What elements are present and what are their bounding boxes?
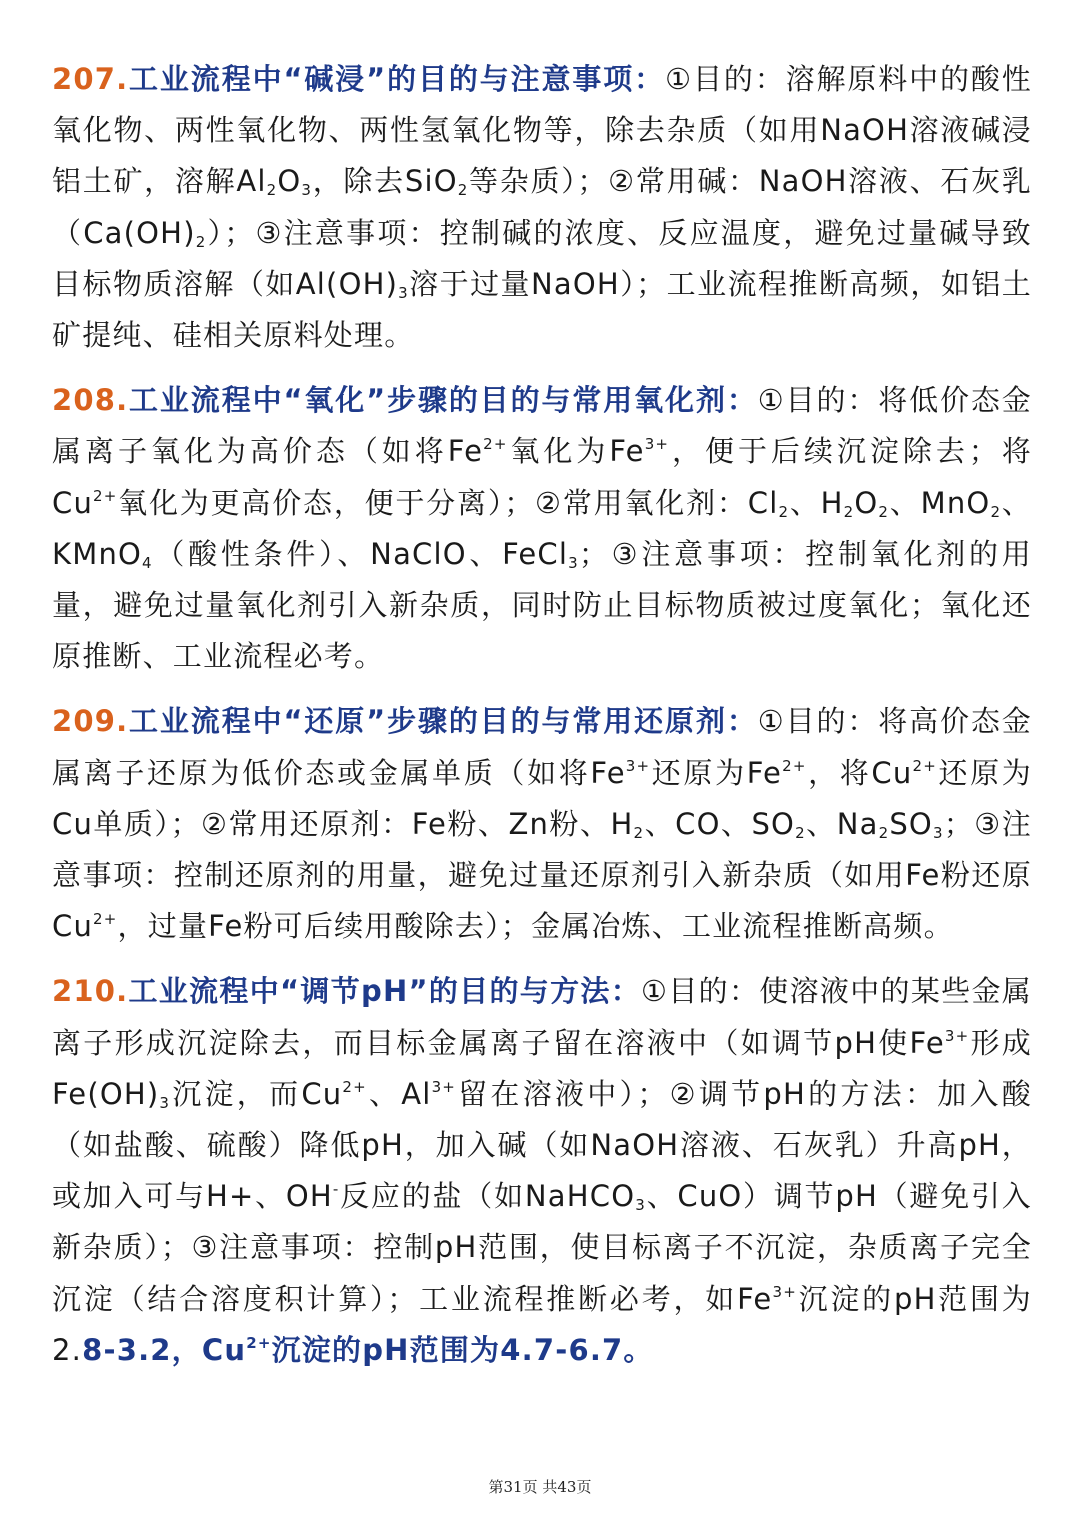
text-segment: 等杂质）；②常用碱：NaOH溶液、石灰乳（Ca(OH) — [52, 164, 1032, 250]
subscript: 2 — [878, 823, 890, 842]
entry-title: 工业流程中“调节pH”的目的与方法： — [128, 974, 642, 1009]
text-segment: ，除去SiO — [312, 164, 458, 199]
entry-210 — [52, 966, 1032, 1376]
superscript: - — [332, 1180, 340, 1199]
subscript: 3 — [932, 823, 944, 842]
entry-209 — [52, 696, 1032, 952]
text-segment: ①目的：将低价态金属离子氧化为高价态（如将Fe — [52, 383, 1032, 469]
page-footer: 第31页 共43页 — [488, 1478, 592, 1496]
entry-body — [52, 974, 1032, 1366]
entry-title: 工业流程中“碱浸”的目的与注意事项： — [128, 62, 666, 96]
text-segment: 、Al — [366, 1076, 432, 1111]
superscript: 2+ — [342, 1077, 367, 1096]
subscript: 3 — [568, 553, 579, 572]
superscript: 2+ — [782, 756, 807, 775]
superscript: 3+ — [772, 1282, 797, 1301]
text-segment: 还原为Fe — [650, 755, 783, 790]
text-segment: ①目的：使溶液中的某些金属离子形成沉淀除去，而目标金属离子留在溶液中（如调节pH使Fe — [52, 974, 1033, 1060]
superscript: 2+ — [246, 1333, 272, 1352]
entry-207 — [52, 54, 1032, 361]
text-segment: ①目的：溶解原料中的酸性氧化物、两性氧化物、两性氢氧化物等，除去杂质（如用NaOH溶液碱浸铝土矿，溶解Al — [52, 62, 1032, 199]
text-segment: ，将Cu — [806, 755, 913, 790]
entry-body — [52, 704, 1032, 943]
entry-number: 208. — [52, 383, 129, 418]
entry-body — [52, 383, 1032, 673]
superscript: 3+ — [644, 435, 670, 454]
text-segment: 反应的盐（如NaHCO — [339, 1179, 636, 1214]
entry-body — [52, 62, 1032, 352]
text-segment: ，过量Fe粉可后续用酸除去）；金属冶炼、工业流程推断高频。 — [117, 909, 954, 944]
subscript: 2 — [795, 823, 806, 842]
text-segment: 氧化为Fe — [507, 434, 645, 469]
text-segment: SO — [889, 806, 933, 841]
superscript: 3+ — [625, 756, 651, 775]
subscript: 2 — [843, 502, 855, 521]
subscript: 4 — [142, 553, 153, 572]
entry-208 — [52, 375, 1032, 682]
text-segment: 沉淀的pH范围为4.7-6.7。 — [271, 1332, 654, 1367]
subscript: 2 — [878, 502, 890, 521]
entry-title: 工业流程中“还原”步骤的目的与常用还原剂： — [128, 704, 758, 739]
entry-number: 209. — [52, 704, 129, 739]
text-segment: ①目的：将高价态金属离子还原为低价态或金属单质（如将Fe — [52, 704, 1032, 790]
entry-number: 207. — [52, 62, 129, 96]
text-segment: 氧化为更高价态，便于分离）；②常用氧化剂：Cl — [117, 485, 779, 520]
superscript: 2+ — [93, 486, 118, 505]
page-body — [52, 54, 1032, 1390]
text-segment: ）；③注意事项：控制碱的浓度、反应温度，避免过量碱导致目标物质溶解（如Al(OH) — [52, 215, 1033, 301]
subscript: 3 — [301, 181, 313, 200]
subscript: 2 — [778, 502, 790, 521]
subscript: 2 — [990, 502, 1002, 521]
text-segment: 沉淀的pH范围为2. — [52, 1281, 1032, 1367]
subscript: 2 — [266, 181, 278, 200]
subscript: 3 — [398, 283, 409, 302]
subscript: 2 — [457, 181, 469, 200]
superscript: 2+ — [93, 910, 118, 929]
subscript: 3 — [159, 1093, 171, 1112]
text-segment: ，便于后续沉淀除去；将Cu — [52, 434, 1032, 520]
subscript: 2 — [195, 232, 207, 251]
text-segment: O — [277, 164, 302, 199]
text-segment: 还原为Cu单质）；②常用还原剂：Fe粉、Zn粉、H — [52, 755, 1032, 841]
subscript: 2 — [633, 823, 645, 842]
text-segment: O — [854, 485, 879, 520]
text-segment: 留在溶液中）；②调节pH的方法：加入酸（如盐酸、硫酸）降低pH，加入碱（如NaOH溶液、石灰乳）升高pH，或加入可与H+、OH — [52, 1076, 1032, 1214]
text-segment: 8-3.2，Cu — [82, 1332, 247, 1367]
text-segment: ；③注意事项：控制还原剂的用量，避免过量还原剂引入新杂质（如用Fe粉还原Cu — [52, 806, 1032, 944]
text-segment: 、CuO）调节pH（避免引入新杂质）；③注意事项：控制pH范围，使目标离子不沉淀，杂质离子完全沉淀（结合溶度积计算）；工业流程推断必考，如Fe — [52, 1179, 1032, 1316]
text-segment: 溶于过量NaOH）；工业流程推断高频，如铝土矿提纯、硅相关原料处理。 — [52, 266, 1032, 353]
text-segment: 、MnO — [889, 485, 991, 520]
text-segment: ；③注意事项：控制氧化剂的用量，避免过量氧化剂引入新杂质，同时防止目标物质被过度氧化；氧化还原推断、工业流程必考。 — [52, 536, 1032, 674]
text-segment: 形成Fe(OH) — [52, 1025, 1032, 1111]
entry-number: 210. — [52, 974, 129, 1009]
superscript: 3+ — [944, 1026, 970, 1045]
superscript: 3+ — [431, 1077, 457, 1096]
text-segment: （酸性条件）、NaClO、FeCl — [152, 536, 569, 571]
text-segment: 沉淀，而Cu — [170, 1076, 343, 1111]
superscript: 2+ — [912, 756, 937, 775]
text-segment: 、CO、SO — [644, 806, 796, 841]
text-segment: 、KMnO — [52, 485, 1033, 571]
text-segment: 、Na — [805, 806, 879, 841]
text-segment: 、H — [789, 485, 844, 520]
entry-title: 工业流程中“氧化”步骤的目的与常用氧化剂： — [128, 383, 758, 418]
superscript: 2+ — [483, 435, 508, 454]
subscript: 3 — [635, 1196, 646, 1215]
